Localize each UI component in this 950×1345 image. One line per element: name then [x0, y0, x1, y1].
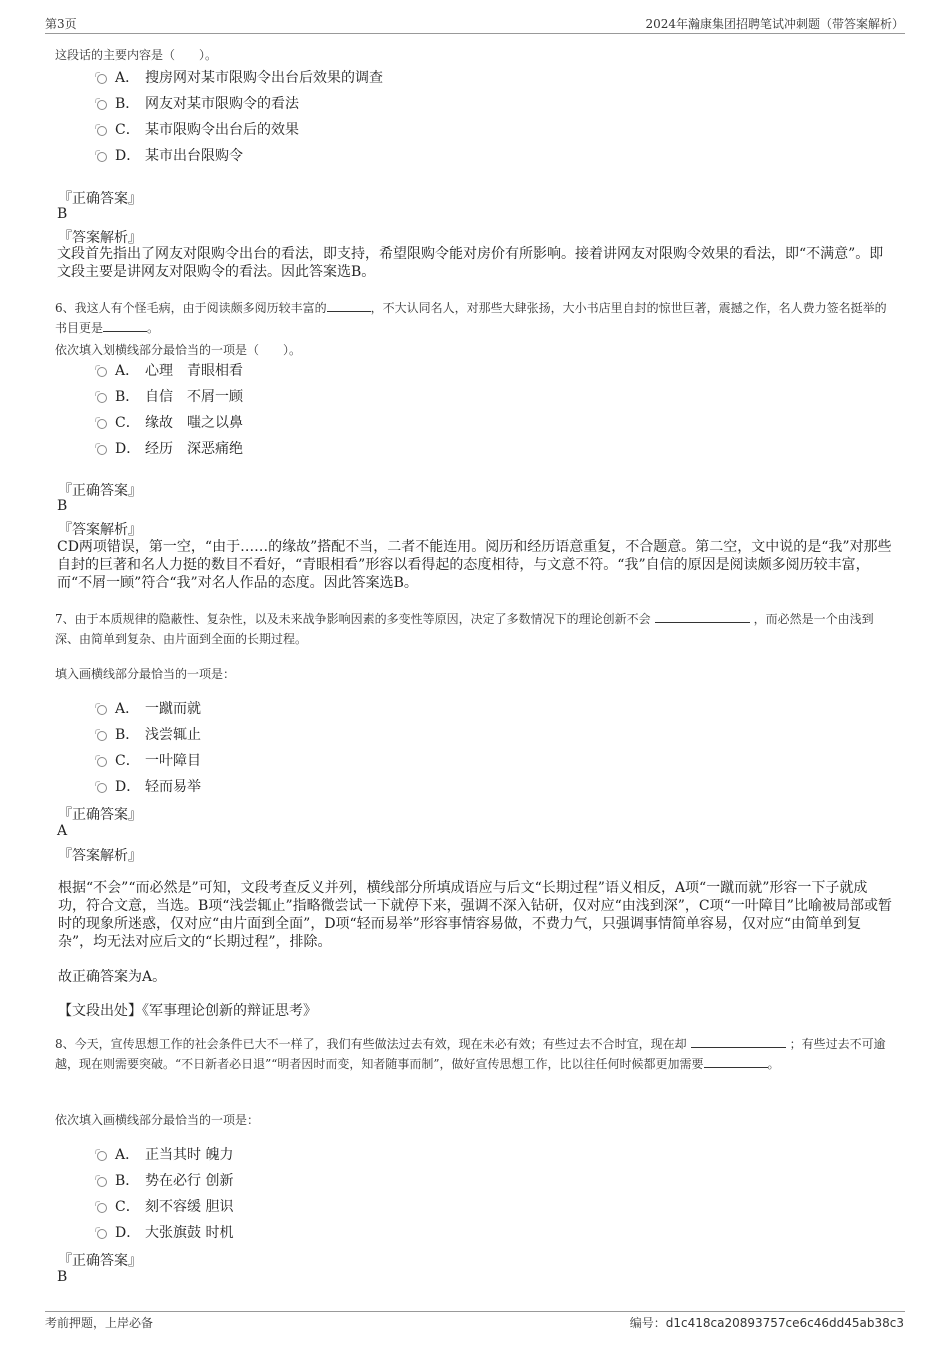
document-title: 2024年瀚康集团招聘笔试冲刺题（带答案解析） [645, 17, 904, 31]
radio-icon[interactable] [97, 393, 107, 403]
radio-icon[interactable] [97, 731, 107, 741]
option-letter: D． [115, 148, 141, 164]
q5-answer: B [57, 206, 68, 222]
q8-stem-part2: ；有些过去不可逾越，现在则需要突破。“不日新者必日退”“明者因时而变，知者随事而制”，做好宣传思想工作，比以往任何时候都更加需要 [55, 1037, 886, 1071]
q7-stem [55, 609, 890, 649]
fill-blank [704, 1055, 768, 1068]
q5-answer-label: 『正确答案』 [58, 191, 142, 207]
page-number: 第3页 [45, 17, 77, 31]
option-letter: C． [115, 122, 140, 138]
option-text: 浅尝辄止 [145, 727, 201, 743]
q8-stem-part1: 8、今天，宣传思想工作的社会条件已大不一样了，我们有些做法过去有效，现在未必有效；有些过去不合时宜，现在却 [55, 1037, 687, 1051]
option-text: 缘故 嗤之以鼻 [145, 415, 243, 431]
option-text: 正当其时 魄力 [145, 1147, 234, 1163]
radio-icon[interactable] [97, 1151, 107, 1161]
option-letter: A． [115, 70, 140, 86]
q6-analysis: CD两项错误，第一空，“由于……的缘故”搭配不当，二者不能连用。阅历和经历语意重复，不合题意。第二空，文中说的是“我”对那些自封的巨著和名人力挺的数目不看好，“青眼相看”形容以看得起的态度相待，与文意不符。“我”自信的原因是阅读颇多阅历较丰富，而“不屑一顾”符合“我”对名人作品的态度。因此答案选B。 [57, 539, 892, 591]
q8-stem-part3: 。 [767, 1057, 780, 1071]
option-letter: B． [115, 96, 140, 112]
q7-stem-part1: 7、由于本质规律的隐蔽性、复杂性，以及未来战争影响因素的多变性等原因，决定了多数情况下的理论创新不会 [55, 612, 651, 626]
option-text: 刻不容缓 胆识 [145, 1199, 234, 1215]
document-code-value: d1c418ca20893757ce6c46dd45ab38c3 [665, 1316, 904, 1330]
q6-answer: B [57, 498, 68, 514]
q7-answer-label: 『正确答案』 [58, 807, 142, 823]
q7-source: 【文段出处】《军事理论创新的辩证思考》 [58, 1003, 317, 1019]
q7-stem-part2: ，而必然是一个由浅到深、由简单到复杂、由片面到全面的长期过程。 [55, 612, 874, 646]
q7-conclusion: 故正确答案为A。 [58, 969, 167, 985]
option-text: 经历 深恶痛绝 [145, 441, 243, 457]
option-text: 大张旗鼓 时机 [145, 1225, 234, 1241]
footer-slogan: 考前押题，上岸必备 [45, 1316, 154, 1330]
fill-blank [691, 1035, 786, 1048]
option-text: 势在必行 创新 [145, 1173, 234, 1189]
option-text: 网友对某市限购令的看法 [145, 96, 299, 112]
q6-answer-label: 『正确答案』 [58, 483, 142, 499]
radio-icon[interactable] [97, 1229, 107, 1239]
option-text: 一蹴而就 [145, 701, 201, 717]
option-text: 一叶障目 [145, 753, 201, 769]
q7-prompt: 填入画横线部分最恰当的一项是： [55, 667, 236, 681]
q7-analysis-label: 『答案解析』 [58, 848, 142, 864]
radio-icon[interactable] [97, 126, 107, 136]
q6-stem-part2: ，不大认同名人，对那些大肆张扬，大小书店里自封的惊世巨著，震撼之作，名人费力签名挺举的书目更是 [55, 301, 887, 335]
radio-icon[interactable] [97, 1203, 107, 1213]
option-text: 自信 不屑一顾 [145, 389, 243, 405]
radio-icon[interactable] [97, 783, 107, 793]
radio-icon[interactable] [97, 419, 107, 429]
q6-analysis-label: 『答案解析』 [58, 522, 142, 538]
option-text: 心理 青眼相看 [145, 363, 243, 379]
q8-answer-label: 『正确答案』 [58, 1253, 142, 1269]
radio-icon[interactable] [97, 1177, 107, 1187]
option-letter: C． [115, 1199, 140, 1215]
option-letter: A． [115, 701, 140, 717]
q8-prompt: 依次填入画横线部分最恰当的一项是： [55, 1113, 260, 1127]
option-text: 轻而易举 [145, 779, 201, 795]
radio-icon[interactable] [97, 757, 107, 767]
option-text: 搜房网对某市限购令出台后效果的调查 [145, 70, 383, 86]
option-letter: D． [115, 1225, 141, 1241]
option-text: 某市出台限购令 [145, 148, 243, 164]
q7-answer: A [57, 823, 68, 839]
q6-stem [55, 298, 890, 338]
option-letter: D． [115, 779, 141, 795]
radio-icon[interactable] [97, 705, 107, 715]
document-code [630, 1314, 904, 1331]
q5-stem: 这段话的主要内容是（ ）。 [55, 48, 218, 62]
q8-answer: B [57, 1269, 68, 1285]
q5-analysis: 文段首先指出了网友对限购令出台的看法，即支持，希望限购令能对房价有所影响。接着讲网友对限购令效果的看法，即“不满意”。即文段主要是讲网友对限购令的看法。因此答案选B。 [57, 246, 884, 280]
q6-prompt: 依次填入划横线部分最恰当的一项是（ ）。 [55, 343, 302, 357]
fill-blank [103, 319, 147, 332]
option-letter: A． [115, 363, 140, 379]
q8-stem [55, 1034, 890, 1074]
q6-stem-part1: 6、我这人有个怪毛病，由于阅读颇多阅历较丰富的 [55, 301, 327, 315]
fill-blank [655, 610, 750, 623]
radio-icon[interactable] [97, 445, 107, 455]
q6-stem-part3: 。 [147, 321, 160, 335]
document-code-label: 编号： [629, 1316, 666, 1330]
footer-divider [45, 1311, 905, 1312]
radio-icon[interactable] [97, 367, 107, 377]
option-letter: B． [115, 727, 140, 743]
option-letter: C． [115, 415, 140, 431]
fill-blank [327, 299, 371, 312]
option-letter: D． [115, 441, 141, 457]
option-letter: B． [115, 389, 140, 405]
option-letter: A． [115, 1147, 140, 1163]
option-letter: C． [115, 753, 140, 769]
radio-icon[interactable] [97, 152, 107, 162]
option-letter: B． [115, 1173, 140, 1189]
radio-icon[interactable] [97, 74, 107, 84]
radio-icon[interactable] [97, 100, 107, 110]
q5-analysis-label: 『答案解析』 [58, 230, 142, 246]
option-text: 某市限购令出台后的效果 [145, 122, 299, 138]
header-divider [45, 33, 905, 34]
q7-analysis: 根据“不会”“而必然是”可知，文段考查反义并列，横线部分所填成语应与后文“长期过程”语义相反，A项“一蹴而就”形容一下子就成功，符合文意，当选。B项“浅尝辄止”指略微尝试一下就停下来，强调不深入钻研，仅对应“由浅到深”，C项“一叶障目”比喻被局部或暂时的现象所迷惑，仅对应“由片面到全面”，D项“轻而易举”形容事情容易做，不费力气，只强调事情简单容易，仅对应“由简单到复杂”，均无法对应后文的“长期过程”，排除。 [58, 880, 892, 950]
